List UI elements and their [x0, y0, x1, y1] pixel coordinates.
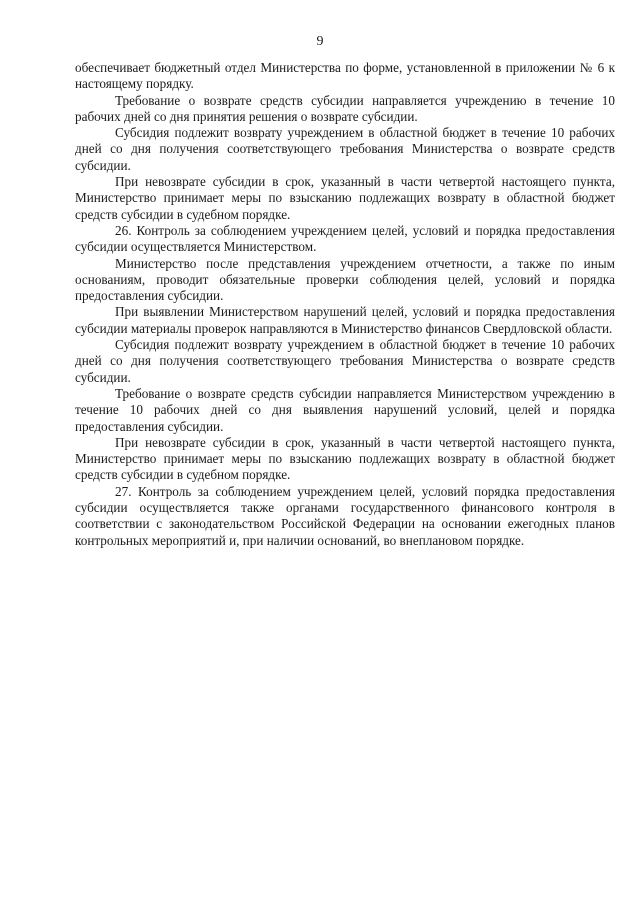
paragraph-non-return-measures-2: При невозврате субсидии в срок, указанный в части четвертой настоящего пункта, Министерство принимает меры по взысканию подлежащих возврату в областной бюджет средств субсидии в судебном порядке.: [75, 434, 615, 483]
paragraph-return-requirement: Требование о возврате средств субсидии направляется учреждению в течение 10 рабочих дней со дня принятия решения о возврате субсидии.: [75, 92, 615, 124]
paragraph-item-26: 26. Контроль за соблюдением учреждением целей, условий и порядка предоставления субсидии осуществляется Министерством.: [75, 222, 615, 255]
paragraph-violations-materials: При выявлении Министерством нарушений целей, условий и порядка предоставления субсидии материалы проверок направляются в Министерство финансов Свердловской области.: [75, 304, 615, 336]
paragraph-mandatory-checks: Министерство после представления учреждением отчетности, а также по иным основаниям, проводит обязательные проверки соблюдения целей, условий и порядка предоставления субсидии.: [75, 255, 615, 304]
paragraph-return-deadline-2: Субсидия подлежит возврату учреждением в областной бюджет в течение 10 рабочих дней со дня получения соответствующего требования Министерства о возврате средств субсидии.: [75, 337, 615, 385]
paragraph-return-deadline: Субсидия подлежит возврату учреждением в областной бюджет в течение 10 рабочих дней со дня получения соответствующего требования Министерства о возврате средств субсидии.: [75, 125, 615, 173]
paragraph-continuation: обеспечивает бюджетный отдел Министерства по форме, установленной в приложении № 6 к настоящему порядку.: [75, 60, 615, 92]
page-number: 9: [316, 34, 324, 49]
paragraph-non-return-measures: При невозврате субсидии в срок, указанный в части четвертой настоящего пункта, Министерство принимает меры по взысканию подлежащих возврату в областной бюджет средств субсидии в судебном порядке.: [75, 174, 615, 222]
paragraph-return-requirement-2: Требование о возврате средств субсидии направляется Министерством учреждению в течение 10 рабочих дней со дня выявления нарушений условий, целей и порядка предоставления субсидии.: [75, 385, 615, 434]
paragraph-item-27: 27. Контроль за соблюдением учреждением целей, условий порядка предоставления субсидии осуществляется также органами государственного финансового контроля в соответствии с законодательством Российской Федерации на основании ежегодных планов контрольных мероприятий и, при наличии оснований, во внеплановом порядке.: [75, 483, 615, 548]
document-body: [75, 60, 615, 549]
